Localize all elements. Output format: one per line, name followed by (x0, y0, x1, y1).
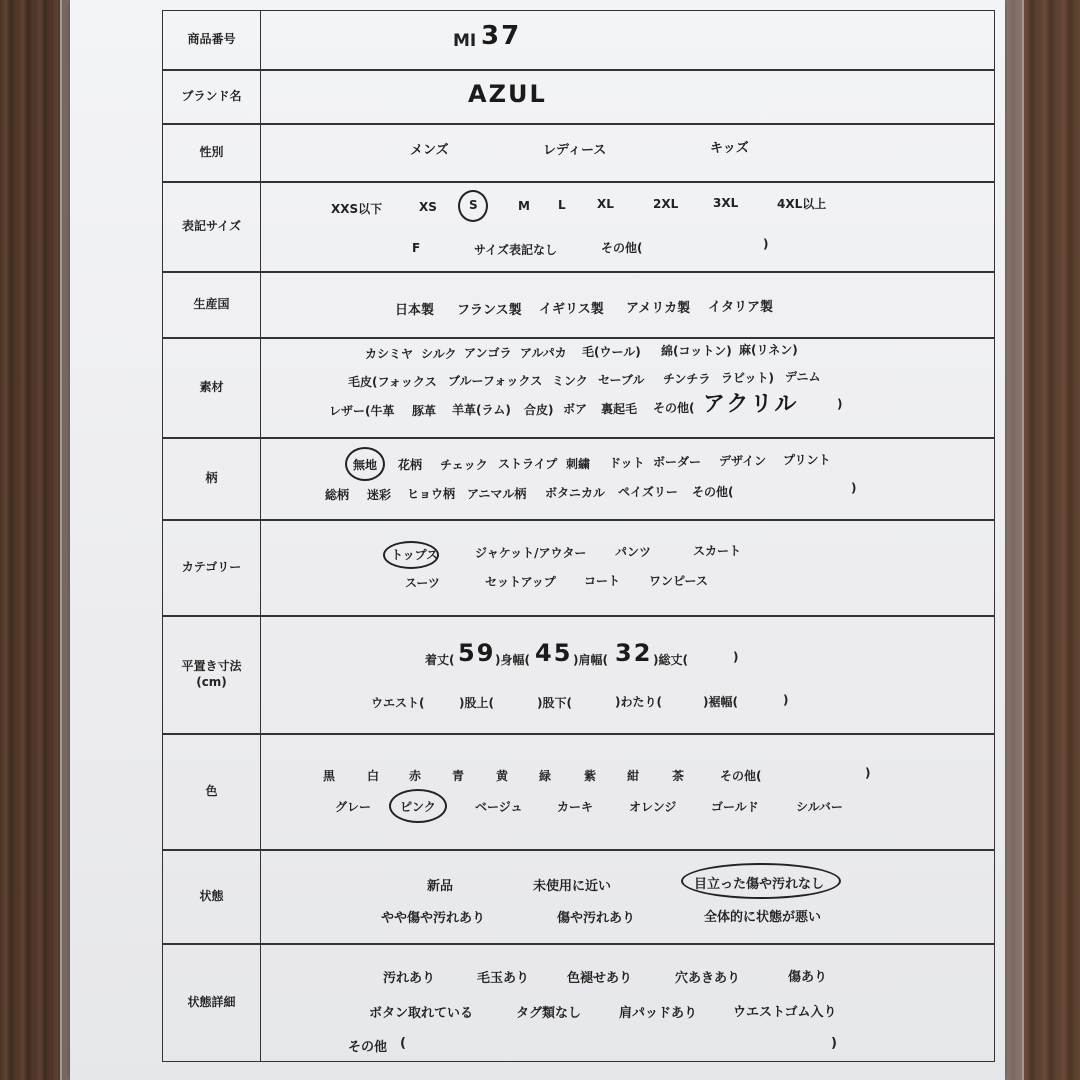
label-brand: ブランド名 (163, 71, 261, 123)
mat-cashmere[interactable]: カシミヤ (365, 347, 414, 361)
color-beige[interactable]: ベージュ (475, 800, 523, 814)
mat-angora[interactable]: アンゴラ (464, 346, 512, 360)
row-material (162, 338, 995, 438)
country-france[interactable]: フランス製 (457, 303, 522, 318)
color-khaki[interactable]: カーキ (557, 800, 594, 814)
mat-bluefox[interactable]: ブルーフォックス (448, 374, 543, 388)
country-japan[interactable]: 日本製 (395, 303, 435, 318)
measure-waist[interactable]: ウエスト( (371, 696, 425, 710)
detail-stains[interactable]: 汚れあり (383, 971, 436, 986)
pattern-animal[interactable]: アニマル柄 (467, 487, 527, 501)
label-condition: 状態 (163, 851, 261, 943)
mat-rabbit[interactable]: ラビット) (721, 371, 775, 385)
pattern-leopard[interactable]: ヒョウ柄 (407, 487, 456, 501)
label-pattern: 柄 (163, 439, 261, 519)
condition-no-damage[interactable]: 目立った傷や汚れなし (694, 877, 825, 892)
mat-denim[interactable]: デニム (785, 370, 821, 384)
condition-new[interactable]: 新品 (427, 879, 454, 894)
mat-silk[interactable]: シルク (421, 347, 457, 361)
measure-shoulder[interactable]: )肩幅( (573, 653, 608, 667)
detail-other[interactable]: その他 (348, 1040, 388, 1055)
mat-lamb[interactable]: 羊革(ラム) (452, 403, 511, 417)
country-usa[interactable]: アメリカ製 (626, 301, 691, 316)
color-blue[interactable]: 青 (452, 769, 465, 783)
color-red[interactable]: 赤 (409, 769, 422, 783)
color-purple[interactable]: 紫 (584, 769, 597, 783)
detail-button-missing[interactable]: ボタン取れている (369, 1006, 474, 1021)
size-xl[interactable]: XL (597, 197, 614, 211)
row-color (162, 734, 995, 850)
category-setup[interactable]: セットアップ (485, 575, 556, 589)
size-none[interactable]: サイズ表記なし (474, 243, 558, 257)
measure-inseam[interactable]: )股下( (537, 696, 572, 710)
color-silver[interactable]: シルバー (796, 800, 843, 814)
label-country: 生産国 (163, 273, 261, 337)
label-color: 色 (163, 735, 261, 849)
color-orange[interactable]: オレンジ (629, 800, 677, 814)
row-brand (162, 70, 995, 124)
detail-fading[interactable]: 色褪せあり (567, 971, 633, 986)
size-3xl[interactable]: 3XL (713, 196, 739, 210)
color-green[interactable]: 緑 (539, 769, 552, 783)
pattern-botanical[interactable]: ボタニカル (545, 486, 606, 500)
measure-shoulder-value: 32 (615, 639, 653, 667)
mat-sable[interactable]: セーブル (598, 373, 645, 387)
measure-hem-close: ) (783, 693, 789, 707)
size-m[interactable]: M (518, 199, 530, 213)
material-handwritten: アクリル (703, 392, 799, 417)
color-navy[interactable]: 紺 (627, 769, 640, 783)
color-pink[interactable]: ピンク (400, 800, 436, 814)
label-category: カテゴリー (163, 521, 261, 615)
row-condition-detail (162, 944, 995, 1062)
size-4xl[interactable]: 4XL以上 (777, 197, 827, 211)
measure-total-close: ) (733, 650, 739, 664)
measure-hem[interactable]: )裾幅( (703, 695, 738, 709)
pattern-paisley[interactable]: ペイズリー (618, 485, 678, 499)
product-number-handwritten: 37 (481, 21, 522, 51)
measure-thigh[interactable]: )わたり( (615, 695, 662, 709)
option-ladies[interactable]: レディース (543, 143, 607, 158)
pattern-allover[interactable]: 総柄 (325, 488, 350, 502)
brand-handwritten: AZUL (468, 80, 547, 108)
row-product-number (162, 10, 995, 70)
color-other[interactable]: その他( (720, 769, 762, 783)
label-measurements-text: 平置き寸法 (181, 659, 242, 674)
label-measurements (163, 617, 261, 733)
detail-shoulder-pads[interactable]: 肩パッドあり (619, 1006, 698, 1021)
product-prefix: MI (453, 31, 477, 51)
mat-cotton[interactable]: 綿(コットン) (661, 344, 732, 358)
pattern-border[interactable]: ボーダー (653, 455, 702, 469)
condition-slight-damage[interactable]: やや傷や汚れあり (381, 911, 486, 926)
country-uk[interactable]: イギリス製 (539, 302, 604, 317)
color-grey[interactable]: グレー (335, 800, 372, 814)
measure-length[interactable]: 着丈( (425, 653, 455, 667)
row-pattern (162, 438, 995, 520)
pattern-stripe[interactable]: ストライプ (498, 457, 558, 471)
label-product-number: 商品番号 (163, 11, 261, 69)
option-kids[interactable]: キッズ (710, 141, 749, 156)
size-xs[interactable]: XS (419, 200, 437, 214)
pattern-design[interactable]: デザイン (719, 454, 767, 468)
form-sheet (70, 0, 1005, 1080)
size-2xl[interactable]: 2XL (653, 197, 679, 211)
measure-total[interactable]: )総丈( (653, 653, 688, 667)
measure-width[interactable]: )身幅( (495, 653, 530, 667)
category-tops[interactable]: トップス (391, 548, 439, 562)
detail-scratches[interactable]: 傷あり (788, 970, 828, 985)
pattern-solid[interactable]: 無地 (353, 458, 378, 472)
mat-chinchilla[interactable]: チンチラ (663, 372, 711, 386)
pattern-embroidery[interactable]: 刺繍 (566, 457, 591, 471)
category-coat[interactable]: コート (584, 574, 621, 588)
color-yellow[interactable]: 黄 (496, 769, 509, 783)
size-s[interactable]: S (469, 198, 478, 212)
pattern-dot[interactable]: ドット (609, 456, 645, 470)
size-other-close: ) (763, 237, 769, 251)
mat-mink[interactable]: ミンク (552, 374, 588, 388)
label-material: 素材 (163, 339, 261, 437)
pattern-other-close: ) (851, 481, 857, 495)
category-skirt[interactable]: スカート (693, 544, 742, 558)
category-suit[interactable]: スーツ (405, 576, 440, 590)
detail-no-tags[interactable]: タグ類なし (516, 1006, 582, 1021)
mat-fur[interactable]: 毛皮(フォックス (348, 375, 437, 389)
detail-waist-elastic[interactable]: ウエストゴム入り (733, 1005, 837, 1020)
detail-pilling[interactable]: 毛玉あり (477, 971, 530, 986)
row-category (162, 520, 995, 616)
row-measurements (162, 616, 995, 734)
size-l[interactable]: L (558, 198, 566, 212)
pattern-other[interactable]: その他( (692, 485, 734, 499)
row-size (162, 182, 995, 272)
size-xxs[interactable]: XXS以下 (331, 202, 383, 216)
color-white[interactable]: 白 (367, 769, 380, 783)
category-pants[interactable]: パンツ (615, 545, 652, 559)
mat-alpaca[interactable]: アルパカ (520, 346, 567, 360)
mat-fleece[interactable]: 裏起毛 (601, 402, 638, 416)
condition-poor[interactable]: 全体的に状態が悪い (704, 910, 822, 925)
mat-other[interactable]: その他( (653, 401, 695, 415)
row-country (162, 272, 995, 338)
label-measurements-unit: (cm) (196, 675, 227, 689)
label-condition-detail: 状態詳細 (163, 945, 261, 1061)
pattern-floral[interactable]: 花柄 (398, 458, 423, 472)
mat-boa[interactable]: ボア (563, 402, 588, 416)
measure-width-value: 45 (535, 639, 573, 667)
size-f[interactable]: F (412, 241, 421, 255)
condition-like-new[interactable]: 未使用に近い (533, 879, 612, 894)
pattern-camo[interactable]: 迷彩 (367, 488, 392, 502)
category-jacket[interactable]: ジャケット/アウター (475, 546, 587, 560)
measure-rise[interactable]: )股上( (459, 696, 494, 710)
color-gold[interactable]: ゴールド (711, 800, 759, 814)
mat-linen[interactable]: 麻(リネン) (739, 343, 798, 357)
color-black[interactable]: 黒 (323, 769, 336, 783)
row-condition (162, 850, 995, 944)
measure-length-value: 59 (458, 639, 496, 667)
pattern-print[interactable]: プリント (783, 453, 831, 467)
row-gender (162, 124, 995, 182)
category-onepiece[interactable]: ワンピース (649, 574, 708, 588)
label-gender: 性別 (163, 125, 261, 181)
color-other-close: ) (865, 766, 871, 780)
mat-leather[interactable]: レザー(牛革 (329, 404, 395, 418)
label-size: 表記サイズ (163, 183, 261, 271)
mat-wool[interactable]: 毛(ウール) (582, 345, 641, 359)
detail-other-open: ( (400, 1036, 406, 1051)
condition-damage[interactable]: 傷や汚れあり (557, 911, 636, 926)
mat-pig[interactable]: 豚革 (412, 404, 437, 418)
size-other[interactable]: その他( (601, 241, 643, 255)
pattern-check[interactable]: チェック (440, 458, 488, 472)
country-italy[interactable]: イタリア製 (708, 300, 774, 315)
mat-other-close: ) (837, 397, 843, 411)
color-brown[interactable]: 茶 (672, 769, 685, 783)
mat-synthetic[interactable]: 合皮) (524, 403, 554, 417)
detail-holes[interactable]: 穴あきあり (675, 971, 741, 986)
option-mens[interactable]: メンズ (410, 143, 449, 158)
detail-other-close: ) (831, 1036, 837, 1051)
